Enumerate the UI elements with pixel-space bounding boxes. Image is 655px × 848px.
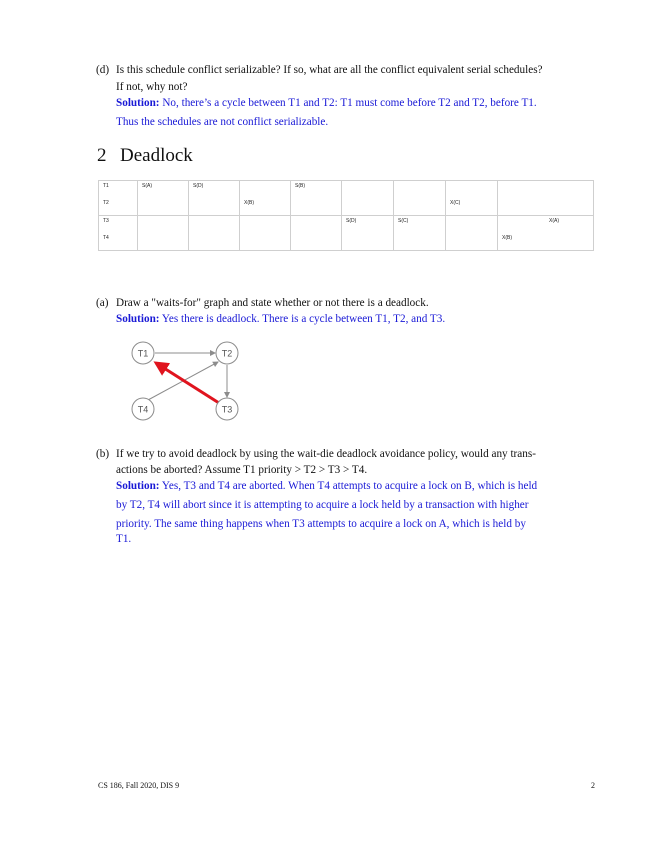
part-a-question: (a) Draw a "waits-for" graph and state whether or not there is a deadlock.	[96, 294, 429, 312]
schedule-cell	[189, 216, 240, 251]
schedule-cell	[446, 216, 498, 251]
footer-page-number: 2	[591, 781, 595, 790]
node-t1	[132, 342, 154, 364]
schedule-cell	[138, 216, 189, 251]
schedule-cell: X(C)	[446, 181, 498, 216]
svg-text:T1: T1	[137, 348, 149, 359]
part-a-solution: Solution: Yes there is deadlock. There is a cycle between T1, T2, and T3.	[116, 313, 446, 325]
schedule-cell: X(A) X(B)	[498, 216, 594, 251]
schedule-cell	[498, 181, 594, 216]
schedule-cell: S(D)	[342, 216, 394, 251]
part-d-question-cont: If not, why not?	[116, 81, 188, 93]
part-b-solution: Solution: Yes, T3 and T4 are aborted. When T4 attempts to acquire a lock on B, which is held	[116, 480, 538, 492]
schedule-cell: S(C)	[394, 216, 446, 251]
tx-label-cell: T3 T4	[99, 216, 138, 251]
schedule-cell: S(A)	[138, 181, 189, 216]
svg-text:T2: T2	[221, 348, 233, 359]
part-b-question: (b) If we try to avoid deadlock by using the wait-die deadlock avoidance policy, would any trans-	[96, 445, 536, 463]
part-d-question: (d) Is this schedule conflict serializable? If so, what are all the conflict equivalent serial schedules?	[96, 61, 616, 79]
part-d-solution-cont: Thus the schedules are not conflict serializable.	[116, 116, 329, 128]
part-a-marker: (a)	[96, 297, 109, 309]
schedule-table	[98, 180, 594, 251]
node-t3	[216, 398, 238, 420]
svg-text:T4: T4	[137, 404, 149, 415]
svg-text:T3: T3	[221, 404, 233, 415]
schedule-cell: S(D)	[189, 181, 240, 216]
tx-label-cell: T1 T2	[99, 181, 138, 216]
schedule-cell	[291, 216, 342, 251]
part-b-solution-line2: by T2, T4 will abort since it is attempting to acquire a lock held by a transaction with higher	[116, 499, 529, 511]
schedule-cell	[240, 216, 291, 251]
schedule-cell: X(B)	[240, 181, 291, 216]
part-d-solution: Solution: No, there’s a cycle between T1 and T2: T1 must come before T2 and T2, before T1.	[116, 97, 537, 109]
section-number: 2	[97, 145, 107, 166]
part-d-marker: (d)	[96, 64, 110, 76]
part-b-solution-line3: priority. The same thing happens when T3 attempts to acquire a lock on A, which is held by	[116, 518, 526, 530]
schedule-cell	[394, 181, 446, 216]
section-heading	[97, 145, 193, 167]
edge-t3-t1	[156, 363, 219, 403]
node-t2	[216, 342, 238, 364]
part-b-marker: (b)	[96, 448, 110, 460]
waits-for-graph	[118, 336, 258, 428]
part-b-solution-line4: T1.	[116, 533, 132, 545]
footer-course: CS 186, Fall 2020, DIS 9	[98, 781, 180, 790]
schedule-cell	[342, 181, 394, 216]
section-title: Deadlock	[120, 145, 193, 166]
part-b-question-cont: actions be aborted? Assume T1 priority > T2 > T3 > T4.	[116, 464, 368, 476]
node-t4	[132, 398, 154, 420]
schedule-cell: S(B)	[291, 181, 342, 216]
